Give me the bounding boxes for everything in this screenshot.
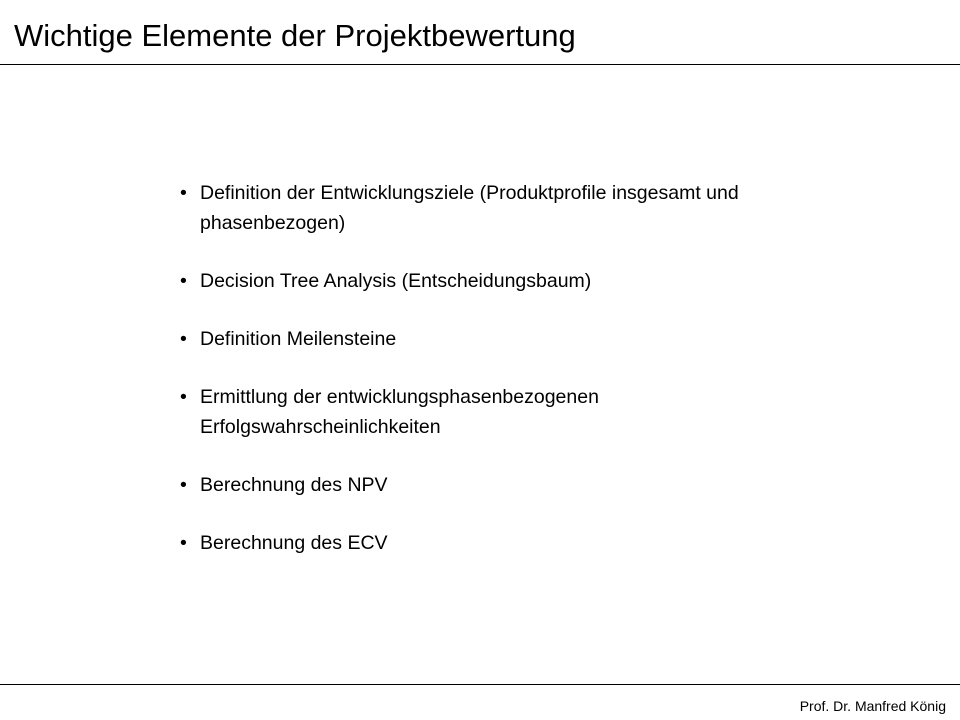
bullet-icon: • <box>180 328 187 350</box>
bullet-item-5 <box>180 470 780 500</box>
bullet-text: Definition der Entwicklungsziele (Produktprofile insgesamt und phasenbezogen) <box>200 182 739 234</box>
bullet-text: Decision Tree Analysis (Entscheidungsbaum) <box>200 270 592 292</box>
bullet-icon: • <box>180 182 187 204</box>
bullet-text: Ermittlung der entwicklungsphasenbezogenen Erfolgswahrscheinlichkeiten <box>200 386 599 438</box>
bullet-item-3 <box>180 324 780 354</box>
bullet-item-2 <box>180 266 780 296</box>
bullet-text: Berechnung des ECV <box>200 532 388 554</box>
title-divider <box>0 64 960 65</box>
bullet-item-4 <box>180 382 780 442</box>
bullet-icon: • <box>180 386 187 408</box>
slide-title: Wichtige Elemente der Projektbewertung <box>14 18 576 53</box>
bullet-text: Definition Meilensteine <box>200 328 397 350</box>
bullet-icon: • <box>180 474 187 496</box>
bullet-list <box>180 178 780 586</box>
footer-author: Prof. Dr. Manfred König <box>799 698 946 714</box>
footer-divider <box>0 684 960 685</box>
bullet-icon: • <box>180 532 187 554</box>
bullet-item-1 <box>180 178 780 238</box>
bullet-text: Berechnung des NPV <box>200 474 388 496</box>
bullet-item-6 <box>180 528 780 558</box>
bullet-icon: • <box>180 270 187 292</box>
